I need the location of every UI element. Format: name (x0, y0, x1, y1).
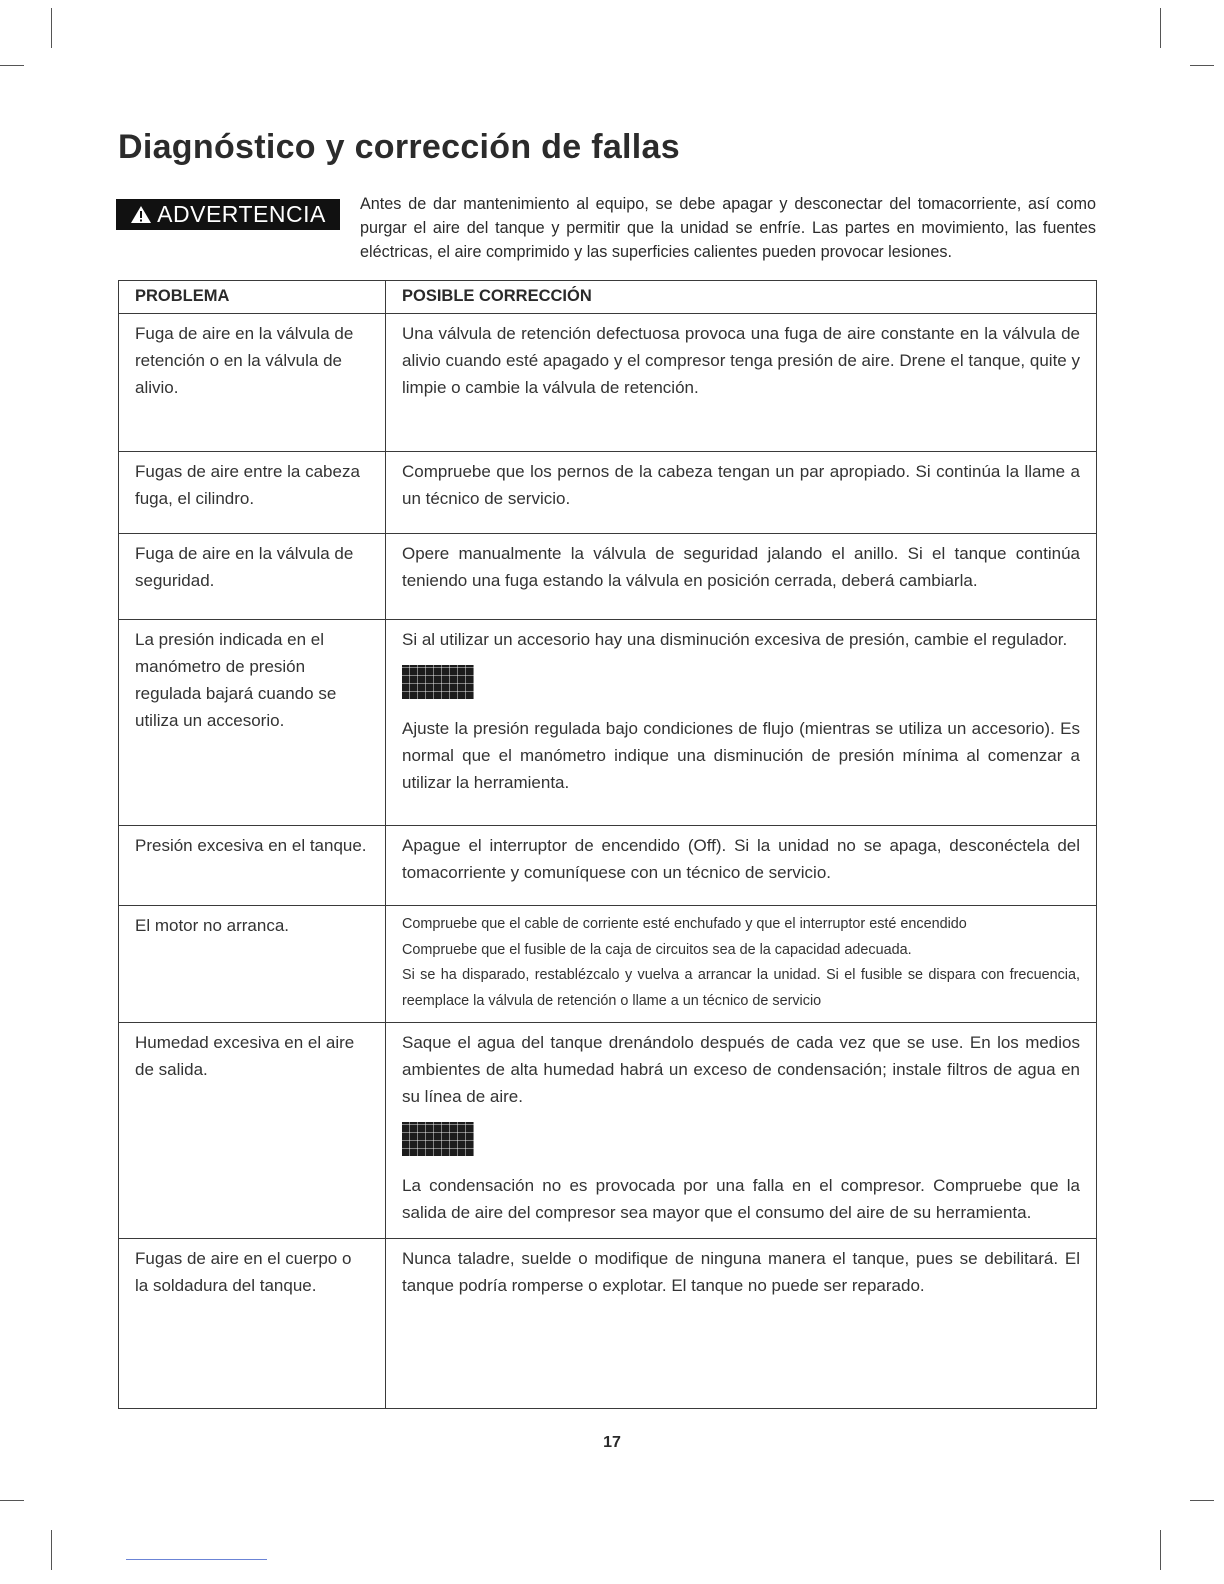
warning-badge (116, 199, 340, 230)
table-row (119, 906, 1097, 1023)
crop-mark (1160, 1530, 1161, 1570)
correction-text: Saque el agua del tanque drenándolo después de cada vez que se use. En los medios ambientes de alta humedad habrá un exceso de condensación; instale filtros de agua en su línea de aire. (402, 1033, 1080, 1106)
correction-line: Compruebe que el fusible de la caja de circuitos sea de la capacidad adecuada. (402, 941, 912, 958)
column-header-correction: POSIBLE CORRECCIÓN (386, 281, 1097, 314)
crop-mark (0, 1500, 24, 1501)
table-row (119, 1239, 1097, 1409)
correction-note: Ajuste la presión regulada bajo condiciones de flujo (mientras se utiliza un accesorio). Es normal que el manómetro indique una disminución de presión mínima al comenzar a utilizar la herramienta. (402, 719, 1080, 792)
table-row (119, 826, 1097, 906)
problem-cell: La presión indicada en el manómetro de presión regulada bajará cuando se utiliza un accesorio. (119, 620, 386, 826)
correction-cell: Compruebe que los pernos de la cabeza tengan un par apropiado. Si continúa la llame a un técnico de servicio. (386, 452, 1097, 534)
problem-cell: Presión excesiva en el tanque. (119, 826, 386, 906)
page-title: Diagnóstico y corrección de fallas (118, 128, 680, 166)
correction-line: Compruebe que el cable de corriente esté enchufado y que el interruptor esté encendido (402, 916, 967, 932)
crop-mark (1190, 65, 1214, 66)
note-icon (402, 1122, 474, 1156)
problem-cell: Fugas de aire entre la cabeza fuga, el cilindro. (119, 452, 386, 534)
warning-label: ADVERTENCIA (157, 201, 326, 227)
warning-triangle-icon (130, 205, 152, 224)
correction-cell: Opere manualmente la válvula de seguridad jalando el anillo. Si el tanque continúa teniendo una fuga estando la válvula en posición cerrada, deberá cambiarla. (386, 534, 1097, 620)
footer-rule (126, 1559, 267, 1560)
correction-cell: Nunca taladre, suelde o modifique de ninguna manera el tanque, pues se debilitará. El tanque podría romperse o explotar. El tanque no puede ser reparado. (386, 1239, 1097, 1409)
problem-cell: El motor no arranca. (119, 906, 386, 1023)
correction-cell (386, 620, 1097, 826)
warning-text: Antes de dar mantenimiento al equipo, se debe apagar y desconectar del tomacorriente, así como purgar el aire del tanque y permitir que la unidad se enfríe. Las partes en movimiento, las fuentes eléctricas, el aire comprimido y las superficies calientes pueden provocar lesiones. (360, 195, 1096, 261)
table-row (119, 534, 1097, 620)
crop-mark (1160, 8, 1161, 48)
problem-cell: Fuga de aire en la válvula de seguridad. (119, 534, 386, 620)
problem-cell: Fuga de aire en la válvula de retención o en la válvula de alivio. (119, 314, 386, 452)
correction-cell: Apague el interruptor de encendido (Off). Si la unidad no se apaga, desconéctela del tomacorriente y comuníquese con un técnico de servicio. (386, 826, 1097, 906)
note-icon (402, 665, 474, 699)
problem-cell: Humedad excesiva en el aire de salida. (119, 1023, 386, 1239)
correction-cell (386, 1023, 1097, 1239)
table-row (119, 620, 1097, 826)
correction-note: La condensación no es provocada por una falla en el compresor. Compruebe que la salida de aire del compresor sea mayor que el consumo del aire de su herramienta. (402, 1176, 1080, 1222)
troubleshooting-table (118, 280, 1097, 1409)
table-row (119, 1023, 1097, 1239)
crop-mark (1190, 1500, 1214, 1501)
correction-cell: Una válvula de retención defectuosa provoca una fuga de aire constante en la válvula de alivio cuando esté apagado y el compresor tenga presión de aire. Drene el tanque, quite y limpie o cambie la válvula de retención. (386, 314, 1097, 452)
correction-line: Si se ha disparado, restablézcalo y vuelva a arrancar la unidad. Si el fusible se dispara con frecuencia, reemplace la válvula de retención o llame a un técnico de servicio (402, 967, 1080, 1009)
correction-text: Si al utilizar un accesorio hay una disminución excesiva de presión, cambie el regulador. (402, 630, 1068, 649)
correction-cell (386, 906, 1097, 1023)
table-row (119, 314, 1097, 452)
page-number: 17 (603, 1434, 621, 1451)
crop-mark (51, 8, 52, 48)
column-header-problem: PROBLEMA (119, 281, 386, 314)
table-header-row (119, 281, 1097, 314)
crop-mark (51, 1530, 52, 1570)
problem-cell: Fugas de aire en el cuerpo o la soldadura del tanque. (119, 1239, 386, 1409)
table-row (119, 452, 1097, 534)
crop-mark (0, 65, 24, 66)
